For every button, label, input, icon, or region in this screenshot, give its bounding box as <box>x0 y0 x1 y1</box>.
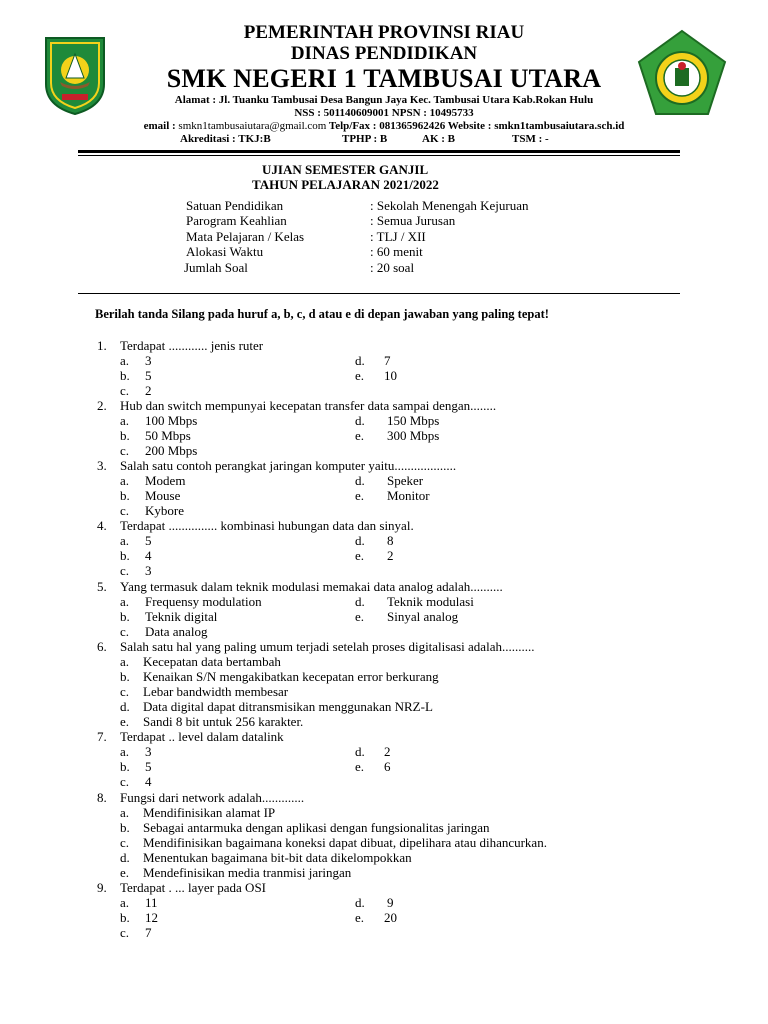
option-text[interactable]: 12 <box>145 910 158 925</box>
option-text[interactable]: 4 <box>145 548 152 563</box>
info-value: : Sekolah Menengah Kejuruan <box>370 198 529 213</box>
info-value: : TLJ / XII <box>370 229 426 244</box>
option-text[interactable]: 2 <box>387 548 394 563</box>
option-text[interactable]: 200 Mbps <box>145 443 198 458</box>
option-letter[interactable]: b. <box>120 669 130 684</box>
option-letter[interactable]: b. <box>120 368 130 383</box>
question-text: Terdapat . ... layer pada OSI <box>120 880 267 895</box>
question-text: Salah satu contoh perangkat jaringan komputer yaitu................... <box>120 458 457 473</box>
accreditation-tphp: TPHP : B <box>342 133 388 145</box>
option-text[interactable]: Data digital dapat ditransmisikan menggunakan NRZ-L <box>143 699 433 714</box>
option-text[interactable]: 150 Mbps <box>387 413 440 428</box>
option-letter[interactable]: e. <box>120 865 130 880</box>
option-text[interactable]: Lebar bandwidth membesar <box>143 684 289 699</box>
option-text[interactable]: Mendifinisikan alamat IP <box>143 805 276 820</box>
option-letter[interactable]: a. <box>120 533 130 548</box>
option-letter[interactable]: e. <box>355 428 365 443</box>
question-text: Hub dan switch mempunyai kecepatan transfer data sampai dengan........ <box>120 398 497 413</box>
contact-email[interactable]: smkn1tambusaiutara@gmail.com <box>178 120 327 132</box>
question-text: Terdapat .. level dalam datalink <box>120 729 284 744</box>
option-letter[interactable]: c. <box>120 835 130 850</box>
question-text: Yang termasuk dalam teknik modulasi memakai data analog adalah.......... <box>120 579 503 594</box>
option-letter[interactable]: d. <box>355 533 365 548</box>
info-label: Jumlah Soal <box>184 260 248 275</box>
info-value: : Semua Jurusan <box>370 213 456 228</box>
option-letter[interactable]: e. <box>355 759 365 774</box>
accreditation-ak: AK : B <box>422 133 455 145</box>
info-label: Mata Pelajaran / Kelas <box>186 229 305 244</box>
option-letter[interactable]: b. <box>120 820 130 835</box>
option-letter[interactable]: e. <box>355 368 365 383</box>
option-letter[interactable]: c. <box>120 563 130 578</box>
option-letter[interactable]: e. <box>355 488 365 503</box>
option-text[interactable]: 3 <box>145 353 152 368</box>
header-divider-thin <box>78 155 680 156</box>
question-number: 5. <box>97 579 107 594</box>
info-value: : 60 menit <box>370 244 423 259</box>
option-text[interactable]: 7 <box>145 925 152 940</box>
option-letter[interactable]: b. <box>120 428 130 443</box>
section-divider <box>78 293 680 294</box>
option-letter[interactable]: e. <box>355 609 365 624</box>
option-text[interactable]: Menentukan bagaimana bit-bit data dikelompokkan <box>143 850 412 865</box>
option-letter[interactable]: c. <box>120 443 130 458</box>
option-text[interactable]: 6 <box>384 759 391 774</box>
option-letter[interactable]: c. <box>120 925 130 940</box>
option-letter[interactable]: a. <box>120 473 130 488</box>
question-number: 1. <box>97 338 107 353</box>
instruction: Berilah tanda Silang pada huruf a, b, c, d atau e di depan jawaban yang paling tepat! <box>95 307 549 321</box>
option-text[interactable]: Data analog <box>145 624 208 639</box>
question-number: 6. <box>97 639 107 654</box>
question-text: Terdapat ............ jenis ruter <box>120 338 264 353</box>
accreditation-tsm: TSM : - <box>512 133 549 145</box>
exam-title: UJIAN SEMESTER GANJIL <box>262 162 429 177</box>
option-text[interactable]: 2 <box>145 383 152 398</box>
option-text[interactable]: Sandi 8 bit untuk 256 karakter. <box>143 714 304 729</box>
option-letter[interactable]: b. <box>120 910 130 925</box>
info-label: Alokasi Waktu <box>186 244 264 259</box>
option-text[interactable]: Mouse <box>145 488 181 503</box>
option-text[interactable]: 3 <box>145 563 152 578</box>
option-letter[interactable]: a. <box>120 895 130 910</box>
option-text[interactable]: Sinyal analog <box>387 609 459 624</box>
option-text[interactable]: 4 <box>145 774 152 789</box>
option-text[interactable]: 2 <box>384 744 391 759</box>
option-letter[interactable]: d. <box>355 413 365 428</box>
option-text[interactable]: Teknik digital <box>145 609 218 624</box>
option-letter[interactable]: d. <box>355 353 365 368</box>
info-label: Satuan Pendidikan <box>186 198 284 213</box>
option-text[interactable]: 5 <box>145 759 152 774</box>
option-letter[interactable]: c. <box>120 624 130 639</box>
question-text: Fungsi dari network adalah............. <box>120 790 305 805</box>
option-letter[interactable]: c. <box>120 684 130 699</box>
option-letter[interactable]: e. <box>355 548 365 563</box>
option-letter[interactable]: b. <box>120 548 130 563</box>
option-letter[interactable]: d. <box>355 895 365 910</box>
accreditation-tkj: Akreditasi : TKJ:B <box>180 133 271 145</box>
option-letter[interactable]: c. <box>120 503 130 518</box>
option-letter[interactable]: c. <box>120 383 130 398</box>
option-letter[interactable]: a. <box>120 413 130 428</box>
question-number: 8. <box>97 790 107 805</box>
option-text[interactable]: Mendefinisikan media tranmisi jaringan <box>143 865 352 880</box>
info-label: Parogram Keahlian <box>186 213 287 228</box>
question-number: 4. <box>97 518 107 533</box>
header-department: DINAS PENDIDIKAN <box>290 43 478 64</box>
option-letter[interactable]: b. <box>120 488 130 503</box>
option-text[interactable]: 10 <box>384 368 397 383</box>
contact-email-label: email : <box>143 120 179 132</box>
question-number: 3. <box>97 458 107 473</box>
option-text[interactable]: 11 <box>145 895 158 910</box>
option-letter[interactable]: a. <box>120 744 130 759</box>
option-letter[interactable]: a. <box>120 353 130 368</box>
question-number: 9. <box>97 880 107 895</box>
header-province: PEMERINTAH PROVINSI RIAU <box>243 22 525 43</box>
option-text[interactable]: 20 <box>384 910 397 925</box>
header-school-name: SMK NEGERI 1 TAMBUSAI UTARA <box>166 64 602 93</box>
option-letter[interactable]: d. <box>355 744 365 759</box>
option-letter[interactable]: d. <box>355 473 365 488</box>
option-text[interactable]: 5 <box>145 533 152 548</box>
option-text[interactable]: Frequensy modulation <box>145 594 262 609</box>
option-text[interactable]: Sebagai antarmuka dengan aplikasi dengan fungsionalitas jaringan <box>143 820 490 835</box>
option-text[interactable]: Modem <box>145 473 186 488</box>
header-contact <box>0 120 768 132</box>
question-number: 7. <box>97 729 107 744</box>
option-letter[interactable]: a. <box>120 594 130 609</box>
option-letter[interactable]: e. <box>120 714 130 729</box>
option-letter[interactable]: d. <box>355 594 365 609</box>
option-text[interactable]: Kecepatan data bertambah <box>143 654 281 669</box>
contact-rest: Telp/Fax : 081365962426 Website : smkn1tambusaiutara.sch.id <box>326 120 625 132</box>
option-letter[interactable]: a. <box>120 654 130 669</box>
option-letter[interactable]: c. <box>120 774 130 789</box>
exam-year: TAHUN PELAJARAN 2021/2022 <box>252 177 439 192</box>
question-text: Salah satu hal yang paling umum terjadi setelah proses digitalisasi adalah.......... <box>120 639 535 654</box>
option-text[interactable]: 5 <box>145 368 152 383</box>
header-address: Alamat : Jl. Tuanku Tambusai Desa Bangun Jaya Kec. Tambusai Utara Kab.Rokan Hulu <box>174 94 594 106</box>
option-letter[interactable]: b. <box>120 759 130 774</box>
header-nss: NSS : 501140609001 NPSN : 10495733 <box>294 107 474 119</box>
option-text[interactable]: Kybore <box>145 503 184 518</box>
option-text[interactable]: 7 <box>384 353 391 368</box>
option-text[interactable]: 3 <box>145 744 152 759</box>
option-letter[interactable]: d. <box>120 850 130 865</box>
option-text[interactable]: Kenaikan S/N mengakibatkan kecepatan error berkurang <box>143 669 439 684</box>
option-text[interactable]: Teknik modulasi <box>387 594 474 609</box>
option-text[interactable]: 50 Mbps <box>145 428 191 443</box>
question-number: 2. <box>97 398 107 413</box>
option-letter[interactable]: d. <box>120 699 130 714</box>
option-text[interactable]: 8 <box>387 533 394 548</box>
option-letter[interactable]: b. <box>120 609 130 624</box>
option-letter[interactable]: a. <box>120 805 130 820</box>
option-text[interactable]: 100 Mbps <box>145 413 198 428</box>
option-text[interactable]: Mendifinisikan bagaimana koneksi dapat dibuat, dipelihara atau dihancurkan. <box>143 835 547 850</box>
option-text[interactable]: 9 <box>387 895 394 910</box>
option-text[interactable]: Monitor <box>387 488 430 503</box>
option-letter[interactable]: e. <box>355 910 365 925</box>
question-text: Terdapat ............... kombinasi hubungan data dan sinyal. <box>120 518 414 533</box>
header-divider-thick <box>78 150 680 153</box>
info-value: : 20 soal <box>370 260 415 275</box>
option-text[interactable]: Speker <box>387 473 424 488</box>
option-text[interactable]: 300 Mbps <box>387 428 440 443</box>
